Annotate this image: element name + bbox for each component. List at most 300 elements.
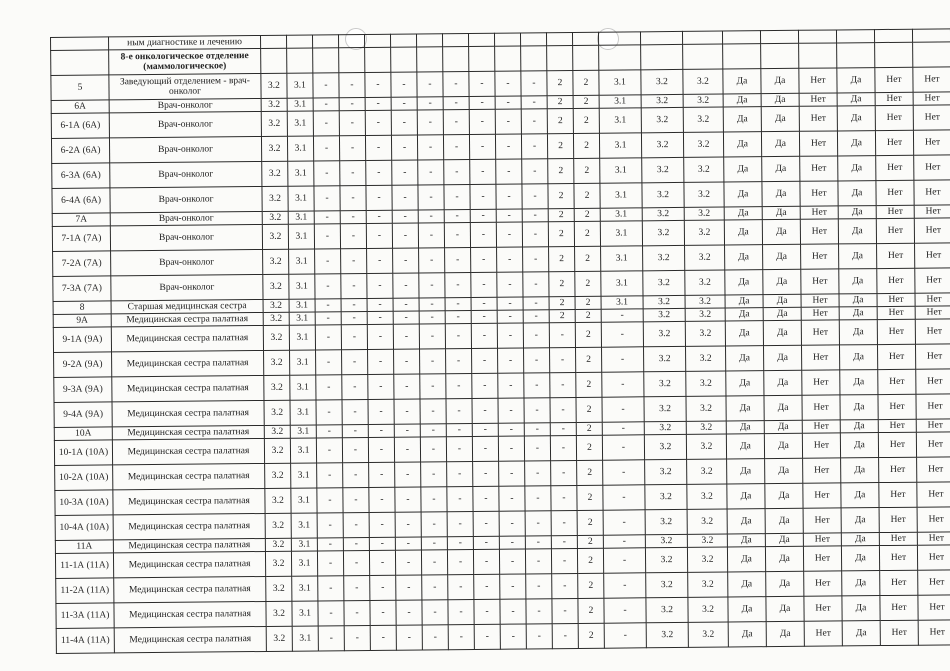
- value-cell: 2: [575, 322, 601, 347]
- value-cell: -: [521, 71, 547, 96]
- value-cell: Нет: [916, 369, 950, 394]
- value-cell: -: [443, 134, 469, 159]
- value-cell: -: [551, 460, 577, 485]
- value-cell: Да: [839, 320, 877, 345]
- value-cell: -: [420, 349, 446, 374]
- value-cell: Да: [837, 68, 875, 93]
- value-cell: -: [602, 347, 644, 372]
- value-cell: -: [550, 435, 576, 460]
- value-cell: -: [523, 310, 549, 323]
- value-cell: Нет: [879, 457, 917, 482]
- value-cell: Нет: [799, 131, 837, 156]
- value-cell: -: [523, 297, 549, 310]
- value-cell: 3.2: [262, 161, 288, 186]
- value-cell: -: [498, 423, 524, 436]
- value-cell: 2: [547, 133, 573, 158]
- value-cell: 3.1: [291, 488, 317, 513]
- value-cell: Нет: [803, 533, 841, 546]
- value-cell: Да: [840, 370, 878, 395]
- value-cell: 3.2: [685, 308, 725, 321]
- value-cell: 3.2: [686, 421, 726, 434]
- value-cell: -: [419, 324, 445, 349]
- value-cell: 3.2: [261, 111, 287, 136]
- value-cell: -: [343, 537, 369, 550]
- value-cell: 2: [578, 598, 604, 623]
- value-cell: -: [447, 461, 473, 486]
- position-number-cell: 6-4А (6А): [52, 188, 110, 214]
- position-title-cell: Медицинская сестра палатная: [111, 312, 263, 326]
- value-cell: 2: [548, 221, 574, 246]
- value-cell: -: [471, 297, 497, 310]
- value-cell: 3.2: [683, 69, 723, 94]
- value-cell: 3.2: [684, 157, 724, 182]
- position-number-cell: 7-2А (7А): [53, 251, 111, 277]
- value-cell: -: [499, 511, 525, 536]
- value-cell: -: [339, 97, 365, 110]
- value-cell: Нет: [801, 269, 839, 294]
- value-cell: Нет: [915, 268, 950, 293]
- value-cell: Нет: [913, 105, 950, 130]
- value-cell: 3.1: [599, 70, 641, 95]
- value-cell: -: [317, 551, 343, 576]
- value-cell: 3.2: [687, 534, 727, 547]
- value-cell: Нет: [801, 320, 839, 345]
- value-cell: [760, 30, 798, 43]
- value-cell: 3.2: [646, 572, 688, 597]
- value-cell: -: [369, 512, 395, 537]
- value-cell: [391, 47, 417, 72]
- value-cell: 3.2: [683, 94, 723, 107]
- value-cell: -: [446, 348, 472, 373]
- value-cell: 2: [547, 95, 573, 108]
- value-cell: -: [366, 185, 392, 210]
- value-cell: -: [343, 512, 369, 537]
- value-cell: -: [445, 323, 471, 348]
- value-cell: Да: [837, 131, 875, 156]
- value-cell: [573, 45, 599, 70]
- value-cell: Нет: [879, 507, 917, 532]
- value-cell: [875, 42, 913, 67]
- value-cell: Да: [727, 547, 765, 572]
- value-cell: 3.2: [685, 245, 725, 270]
- value-cell: -: [498, 398, 524, 423]
- value-cell: Нет: [916, 394, 950, 419]
- value-cell: Да: [725, 270, 763, 295]
- value-cell: 2: [576, 422, 602, 435]
- value-cell: 2: [549, 246, 575, 271]
- value-cell: -: [316, 425, 342, 438]
- value-cell: Нет: [803, 546, 841, 571]
- value-cell: -: [551, 485, 577, 510]
- value-cell: -: [499, 536, 525, 549]
- value-cell: 2: [548, 208, 574, 221]
- value-cell: [365, 47, 391, 72]
- value-cell: 3.1: [599, 108, 641, 133]
- value-cell: -: [392, 223, 418, 248]
- value-cell: [761, 43, 799, 68]
- value-cell: [364, 34, 390, 47]
- value-cell: Нет: [879, 545, 917, 570]
- value-cell: 2: [576, 397, 602, 422]
- value-cell: 3.2: [643, 245, 685, 270]
- value-cell: 3.1: [600, 208, 642, 221]
- position-title-cell: Медицинская сестра палатная: [111, 325, 263, 351]
- value-cell: 3.1: [291, 513, 317, 538]
- value-cell: -: [524, 436, 550, 461]
- value-cell: -: [472, 423, 498, 436]
- value-cell: 3.1: [287, 136, 313, 161]
- value-cell: -: [367, 311, 393, 324]
- position-number-cell: [51, 37, 109, 51]
- value-cell: -: [523, 323, 549, 348]
- value-cell: -: [551, 535, 577, 548]
- value-cell: -: [443, 96, 469, 109]
- value-cell: 3.2: [688, 622, 728, 647]
- value-cell: -: [446, 436, 472, 461]
- value-cell: -: [521, 109, 547, 134]
- value-cell: Да: [723, 132, 761, 157]
- value-cell: -: [342, 424, 368, 437]
- value-cell: -: [524, 348, 550, 373]
- value-cell: Да: [728, 572, 766, 597]
- value-cell: Да: [763, 244, 801, 269]
- value-cell: Нет: [803, 508, 841, 533]
- value-cell: 2: [547, 70, 573, 95]
- value-cell: -: [521, 96, 547, 109]
- value-cell: 2: [573, 95, 599, 108]
- value-cell: -: [525, 536, 551, 549]
- value-cell: 3.2: [262, 224, 288, 249]
- value-cell: -: [418, 223, 444, 248]
- value-cell: 3.2: [688, 572, 728, 597]
- value-cell: -: [604, 623, 646, 648]
- value-cell: 2: [575, 246, 601, 271]
- value-cell: Нет: [915, 344, 950, 369]
- value-cell: 3.1: [289, 325, 315, 350]
- value-cell: 3.1: [288, 211, 314, 224]
- value-cell: -: [317, 513, 343, 538]
- value-cell: Нет: [877, 306, 915, 319]
- value-cell: Нет: [915, 306, 950, 319]
- value-cell: Да: [728, 622, 766, 647]
- value-cell: 3.2: [645, 484, 687, 509]
- value-cell: -: [500, 574, 526, 599]
- value-cell: Да: [839, 307, 877, 320]
- position-title-cell: Медицинская сестра палатная: [113, 463, 265, 489]
- value-cell: Да: [724, 182, 762, 207]
- value-cell: 3.2: [688, 597, 728, 622]
- value-cell: 3.2: [684, 207, 724, 220]
- value-cell: -: [340, 185, 366, 210]
- value-cell: 3.2: [265, 463, 291, 488]
- value-cell: -: [473, 511, 499, 536]
- value-cell: -: [447, 511, 473, 536]
- value-cell: 3.1: [599, 133, 641, 158]
- value-cell: -: [370, 600, 396, 625]
- value-cell: 3.2: [261, 98, 287, 111]
- value-cell: -: [344, 625, 370, 650]
- value-cell: -: [315, 325, 341, 350]
- value-cell: Нет: [800, 181, 838, 206]
- value-cell: Нет: [876, 155, 914, 180]
- value-cell: -: [420, 437, 446, 462]
- value-cell: 2: [549, 309, 575, 322]
- value-cell: -: [317, 538, 343, 551]
- value-cell: -: [495, 96, 521, 109]
- value-cell: -: [552, 598, 578, 623]
- position-number-cell: 11-3А (11А): [56, 603, 114, 629]
- value-cell: [520, 33, 546, 46]
- value-cell: Да: [725, 321, 763, 346]
- value-cell: 3.1: [291, 538, 317, 551]
- value-cell: Нет: [799, 68, 837, 93]
- value-cell: [572, 32, 598, 45]
- value-cell: 3.1: [287, 73, 313, 98]
- value-cell: -: [366, 210, 392, 223]
- value-cell: Нет: [879, 532, 917, 545]
- position-number-cell: 6-2А (6А): [51, 138, 109, 164]
- value-cell: Нет: [801, 345, 839, 370]
- value-cell: Да: [726, 434, 764, 459]
- value-cell: Да: [762, 181, 800, 206]
- value-cell: [442, 33, 468, 46]
- value-cell: -: [603, 535, 645, 548]
- value-cell: -: [313, 111, 339, 136]
- value-cell: 3.2: [642, 157, 684, 182]
- value-cell: 3.2: [687, 459, 727, 484]
- value-cell: 3.2: [264, 375, 290, 400]
- value-cell: Нет: [803, 458, 841, 483]
- value-cell: -: [522, 209, 548, 222]
- value-cell: Да: [838, 156, 876, 181]
- value-cell: 3.2: [643, 308, 685, 321]
- value-cell: 3.1: [290, 400, 316, 425]
- value-cell: 3.2: [262, 211, 288, 224]
- value-cell: Нет: [915, 319, 950, 344]
- value-cell: 3.2: [264, 438, 290, 463]
- value-cell: Да: [726, 421, 764, 434]
- value-cell: Да: [726, 396, 764, 421]
- value-cell: Нет: [876, 205, 914, 218]
- value-cell: 3.1: [601, 246, 643, 271]
- value-cell: -: [497, 297, 523, 310]
- value-cell: Нет: [801, 307, 839, 320]
- value-cell: [912, 29, 950, 42]
- value-cell: Нет: [801, 244, 839, 269]
- department-title-cell: 8-е онкологическое отделение (маммологическое): [109, 48, 261, 74]
- value-cell: 3.2: [685, 295, 725, 308]
- position-title-cell: Медицинская сестра палатная: [113, 488, 265, 514]
- value-cell: -: [342, 437, 368, 462]
- value-cell: Да: [841, 546, 879, 571]
- value-cell: 3.1: [291, 463, 317, 488]
- value-cell: -: [521, 134, 547, 159]
- value-cell: -: [473, 536, 499, 549]
- value-cell: -: [369, 462, 395, 487]
- value-cell: -: [393, 311, 419, 324]
- value-cell: 3.2: [687, 509, 727, 534]
- value-cell: Нет: [880, 595, 918, 620]
- value-cell: Да: [841, 483, 879, 508]
- position-number-cell: 6-3А (6А): [52, 163, 110, 189]
- value-cell: 2: [576, 435, 602, 460]
- position-title-cell: Медицинская сестра палатная: [114, 626, 266, 652]
- value-cell: -: [447, 549, 473, 574]
- value-cell: Да: [842, 621, 880, 646]
- value-cell: -: [524, 373, 550, 398]
- value-cell: 3.2: [646, 597, 688, 622]
- value-cell: -: [339, 135, 365, 160]
- value-cell: -: [368, 437, 394, 462]
- value-cell: 3.2: [266, 626, 292, 651]
- value-cell: -: [498, 348, 524, 373]
- value-cell: -: [316, 438, 342, 463]
- value-cell: 2: [574, 158, 600, 183]
- value-cell: Нет: [916, 419, 950, 432]
- value-cell: -: [417, 72, 443, 97]
- value-cell: -: [445, 297, 471, 310]
- value-cell: -: [315, 274, 341, 299]
- value-cell: 3.2: [686, 371, 726, 396]
- value-cell: -: [394, 399, 420, 424]
- value-cell: Да: [761, 68, 799, 93]
- value-cell: -: [391, 72, 417, 97]
- value-cell: -: [472, 348, 498, 373]
- position-title-cell: Врач-онколог: [110, 186, 262, 212]
- position-number-cell: 11-4А (11А): [56, 628, 114, 654]
- value-cell: -: [394, 424, 420, 437]
- value-cell: 3.1: [289, 274, 315, 299]
- value-cell: 3.2: [263, 312, 289, 325]
- value-cell: 3.2: [644, 371, 686, 396]
- position-number-cell: 5: [51, 75, 109, 101]
- value-cell: 2: [548, 183, 574, 208]
- value-cell: -: [448, 574, 474, 599]
- value-cell: -: [340, 210, 366, 223]
- value-cell: [546, 32, 572, 45]
- value-cell: Нет: [917, 482, 950, 507]
- position-number-cell: 9-2А (9А): [54, 352, 112, 378]
- value-cell: Да: [765, 483, 803, 508]
- value-cell: -: [601, 322, 643, 347]
- position-title-cell: Медицинская сестра палатная: [112, 375, 264, 401]
- position-title-cell: Медицинская сестра палатная: [112, 425, 264, 439]
- value-cell: -: [339, 72, 365, 97]
- value-cell: -: [473, 461, 499, 486]
- value-cell: 2: [573, 70, 599, 95]
- value-cell: 3.2: [645, 534, 687, 547]
- value-cell: -: [469, 134, 495, 159]
- value-cell: Нет: [918, 595, 950, 620]
- value-cell: Нет: [918, 570, 950, 595]
- value-cell: -: [367, 248, 393, 273]
- value-cell: -: [420, 399, 446, 424]
- value-cell: 2: [549, 271, 575, 296]
- value-cell: -: [526, 574, 552, 599]
- value-cell: -: [422, 600, 448, 625]
- value-cell: Да: [725, 346, 763, 371]
- position-title-cell: Старшая медицинская сестра: [111, 299, 263, 313]
- value-cell: -: [601, 309, 643, 322]
- value-cell: 3.2: [685, 321, 725, 346]
- value-cell: -: [341, 273, 367, 298]
- value-cell: [416, 34, 442, 47]
- value-cell: 3.2: [261, 136, 287, 161]
- value-cell: 2: [575, 271, 601, 296]
- value-cell: Да: [724, 220, 762, 245]
- value-cell: -: [341, 324, 367, 349]
- value-cell: -: [552, 573, 578, 598]
- position-number-cell: 9А: [53, 314, 111, 328]
- value-cell: Да: [761, 106, 799, 131]
- value-cell: -: [495, 134, 521, 159]
- position-number-cell: 9-3А (9А): [54, 377, 112, 403]
- value-cell: -: [603, 548, 645, 573]
- value-cell: -: [471, 272, 497, 297]
- value-cell: 3.2: [265, 538, 291, 551]
- value-cell: -: [496, 159, 522, 184]
- value-cell: Да: [842, 571, 880, 596]
- value-cell: -: [418, 185, 444, 210]
- position-number-cell: 9-4А (9А): [54, 402, 112, 428]
- position-title-cell: Врач-онколог: [111, 249, 263, 275]
- value-cell: 3.2: [644, 346, 686, 371]
- value-cell: [468, 33, 494, 46]
- value-cell: 3.2: [643, 270, 685, 295]
- value-cell: -: [522, 222, 548, 247]
- value-cell: 3.2: [683, 107, 723, 132]
- value-cell: [547, 45, 573, 70]
- value-cell: Да: [841, 533, 879, 546]
- value-cell: -: [448, 624, 474, 649]
- value-cell: -: [393, 273, 419, 298]
- value-cell: 3.2: [263, 249, 289, 274]
- value-cell: Нет: [917, 545, 950, 570]
- value-cell: 3.1: [287, 111, 313, 136]
- value-cell: -: [549, 322, 575, 347]
- value-cell: Да: [723, 94, 761, 107]
- position-title-cell: ным диагностике и лечению: [109, 35, 261, 49]
- value-cell: -: [315, 249, 341, 274]
- position-number-cell: 7-1А (7А): [52, 226, 110, 252]
- position-number-cell: 7-3А (7А): [53, 276, 111, 302]
- value-cell: -: [603, 460, 645, 485]
- value-cell: -: [550, 422, 576, 435]
- value-cell: -: [419, 298, 445, 311]
- value-cell: Нет: [916, 432, 950, 457]
- value-cell: 3.2: [641, 132, 683, 157]
- value-cell: 3.2: [685, 346, 725, 371]
- value-cell: -: [496, 184, 522, 209]
- value-cell: Да: [842, 596, 880, 621]
- value-cell: -: [366, 223, 392, 248]
- position-number-cell: 11-2А (11А): [56, 578, 114, 604]
- value-cell: Да: [728, 597, 766, 622]
- value-cell: -: [421, 512, 447, 537]
- value-cell: -: [602, 435, 644, 460]
- value-cell: 3.1: [601, 271, 643, 296]
- value-cell: 3.2: [264, 400, 290, 425]
- value-cell: Да: [763, 269, 801, 294]
- value-cell: 3.1: [290, 425, 316, 438]
- value-cell: -: [447, 486, 473, 511]
- value-cell: Нет: [800, 219, 838, 244]
- value-cell: 3.2: [266, 576, 292, 601]
- value-cell: Да: [762, 219, 800, 244]
- value-cell: -: [368, 349, 394, 374]
- position-title-cell: Врач-онколог: [109, 111, 261, 137]
- value-cell: Да: [764, 370, 802, 395]
